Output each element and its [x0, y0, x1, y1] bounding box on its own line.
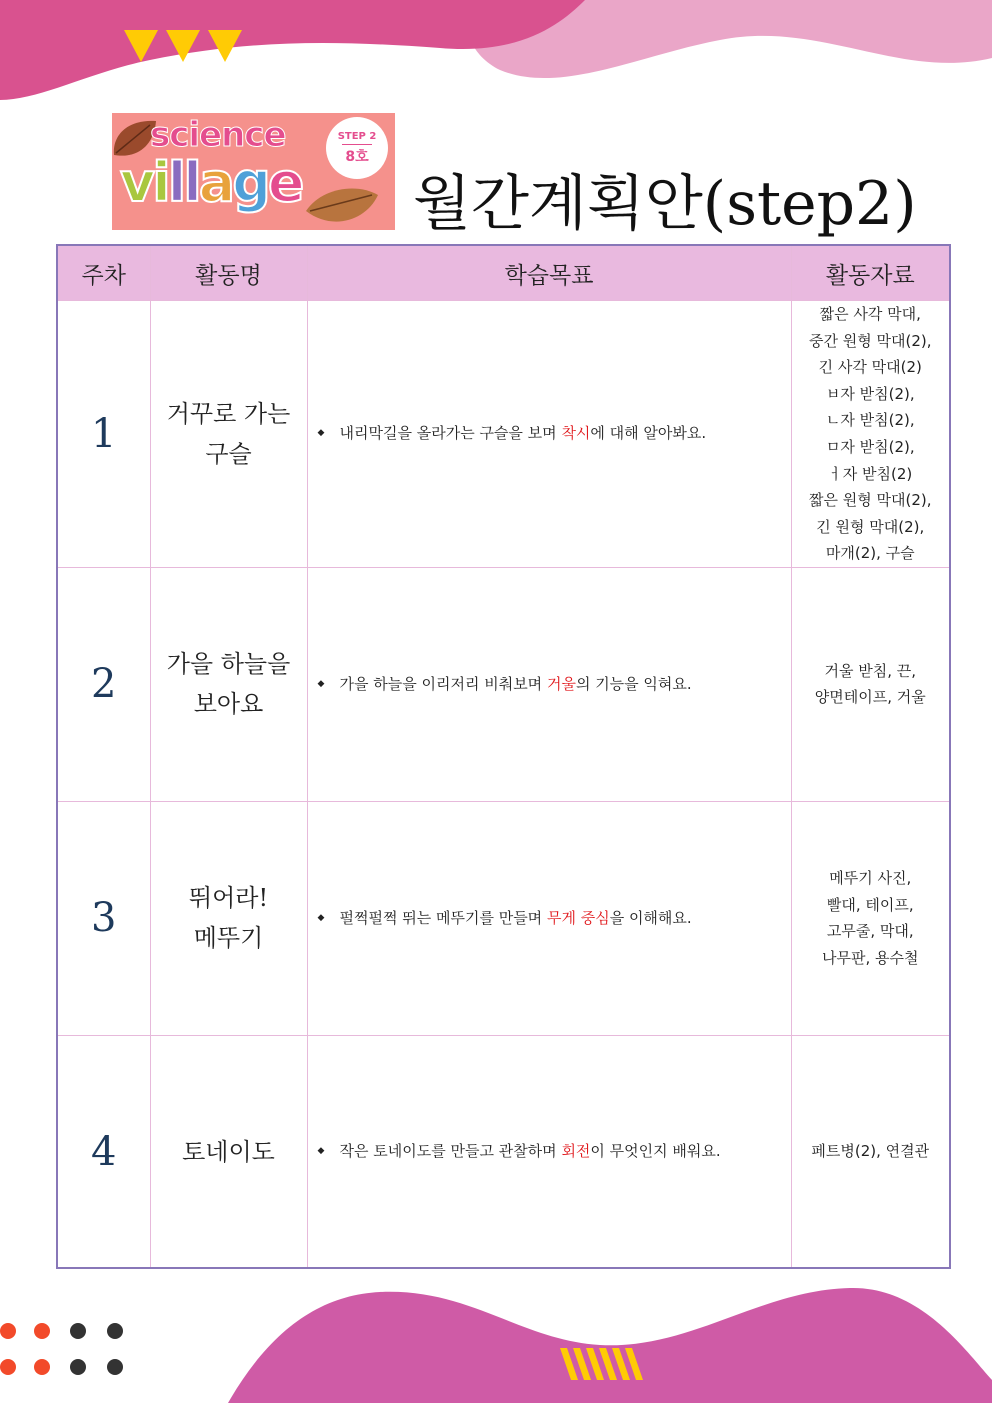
bottom-wave [228, 1288, 992, 1403]
week-number: 1 [57, 301, 150, 568]
goal-highlight: 회전 [561, 1142, 591, 1161]
week-number: 3 [57, 801, 150, 1035]
step-badge [326, 117, 388, 179]
week-number: 4 [57, 1035, 150, 1268]
science-village-logo [112, 113, 395, 230]
materials: 페트병(2), 연결관 [791, 1035, 950, 1268]
table-header-row [57, 245, 950, 301]
activity-name: 뛰어라! 메뚜기 [150, 801, 307, 1035]
materials: 거울 받침, 끈, 양면테이프, 거울 [791, 567, 950, 801]
learning-goal: ◆ 작은 토네이도를 만들고 관찰하며 회전이 무엇인지 배워요. [307, 1035, 791, 1268]
learning-goal: ◆ 가을 하늘을 이리저리 비춰보며 거울의 기능을 익혀요. [307, 567, 791, 801]
dot-grid [0, 1323, 123, 1375]
materials: 메뚜기 사진, 빨대, 테이프, 고무줄, 막대, 나무판, 용수철 [791, 801, 950, 1035]
table-row [57, 301, 950, 568]
learning-goal: ◆ 내리막길을 올라가는 구슬을 보며 착시에 대해 알아봐요. [307, 301, 791, 568]
issue-label: 8호 [342, 144, 372, 166]
goal-highlight: 착시 [561, 424, 591, 443]
activity-name: 가을 하늘을 보아요 [150, 567, 307, 801]
header-activity: 활동명 [150, 245, 307, 301]
week-number: 2 [57, 567, 150, 801]
activity-name: 토네이도 [150, 1035, 307, 1268]
header-goal: 학습목표 [307, 245, 791, 301]
activity-name: 거꾸로 가는 구슬 [150, 301, 307, 568]
table-row [57, 801, 950, 1035]
logo-science-text: science [150, 115, 286, 155]
goal-highlight: 무게 중심 [546, 908, 610, 927]
logo-village-text: village [120, 151, 302, 214]
header-week: 주차 [57, 245, 150, 301]
monthly-plan-table [56, 244, 951, 1269]
materials: 짧은 사각 막대, 중간 원형 막대(2), 긴 사각 막대(2) ㅂ자 받침(2), ㄴ자 받침(2), ㅁ자 받침(2), ㅓ자 받침(2) 짧은 원형 막대(2), 긴 원형 막대(2), 마개(2), 구슬 [791, 301, 950, 568]
learning-goal: ◆ 펄쩍펄쩍 뛰는 메뚜기를 만들며 무게 중심을 이해해요. [307, 801, 791, 1035]
table-row [57, 567, 950, 801]
page-title: 월간계획안(step2) [413, 169, 917, 239]
goal-highlight: 거울 [546, 674, 576, 693]
table-row [57, 1035, 950, 1268]
step-label: STEP 2 [337, 131, 377, 142]
header-materials: 활동자료 [791, 245, 950, 301]
leaf-icon-2 [302, 181, 382, 230]
